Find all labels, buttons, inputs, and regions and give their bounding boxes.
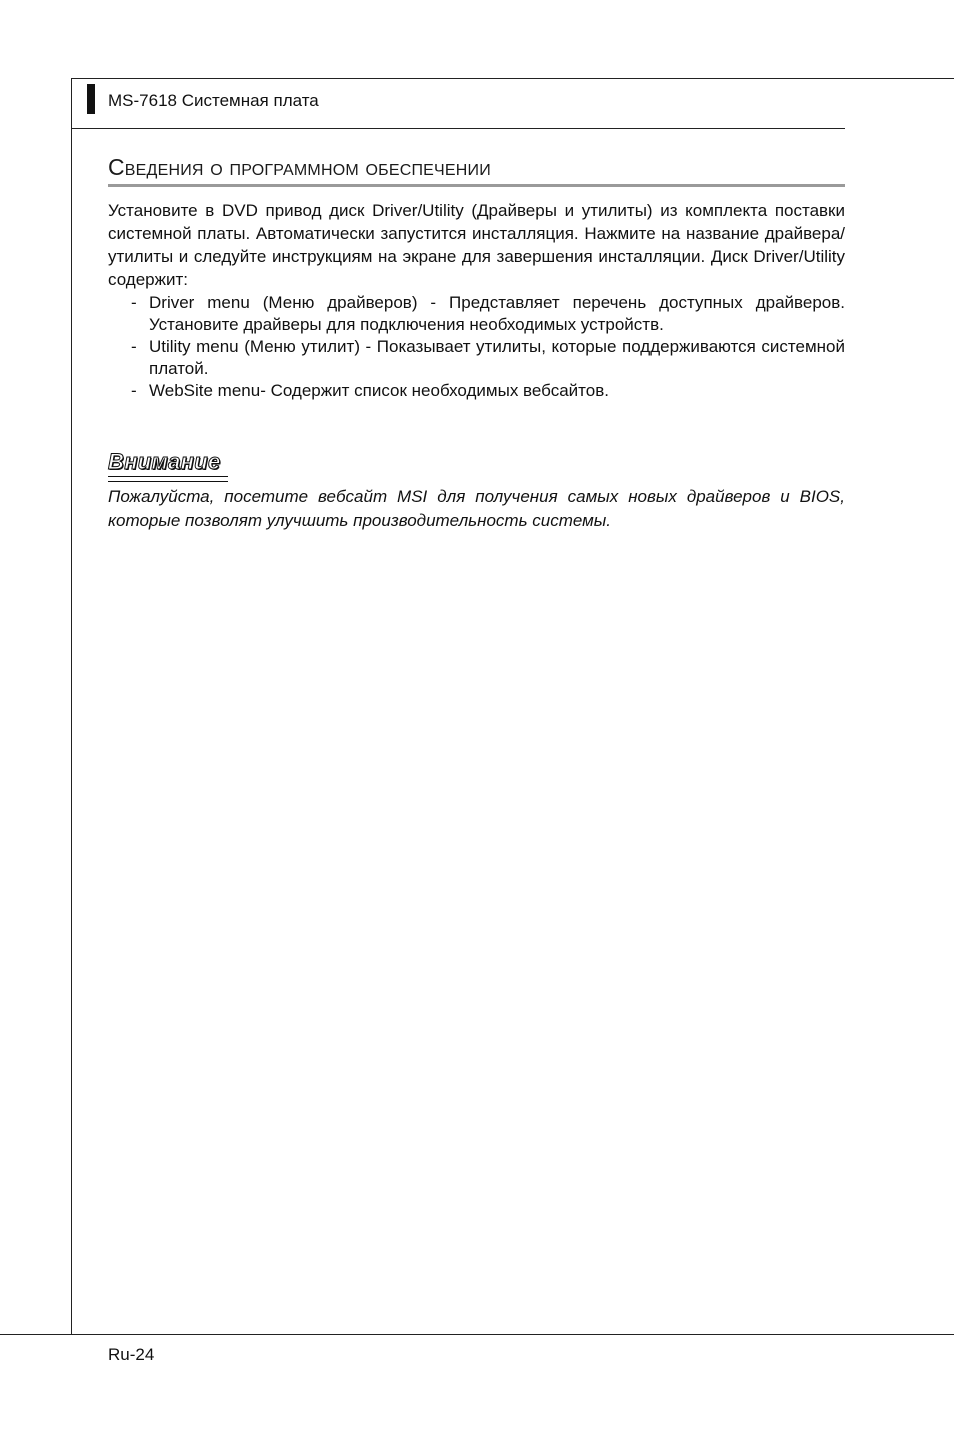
list-item-text: Driver menu (Меню драйверов) - Представляет перечень доступных драйверов. Установите драйверы для подключения необходимых устройств. bbox=[149, 293, 845, 334]
list-item bbox=[108, 380, 845, 402]
note-heading-underline bbox=[108, 476, 228, 477]
note-heading-underline-second bbox=[108, 481, 228, 482]
list-item bbox=[108, 292, 845, 336]
list-item bbox=[108, 336, 845, 380]
top-frame-rule bbox=[71, 78, 954, 79]
running-header: MS-7618 Системная плата bbox=[108, 91, 319, 110]
list-item-text: WebSite menu- Содержит список необходимых вебсайтов. bbox=[149, 381, 609, 400]
header-divider bbox=[71, 128, 845, 129]
contents-list bbox=[108, 292, 845, 402]
left-margin-rule bbox=[71, 78, 72, 1335]
note-heading: Внимание bbox=[108, 449, 221, 474]
intro-paragraph: Установите в DVD привод диск Driver/Utility (Драйверы и утилиты) из комплекта поставки системной платы. Автоматически запустится инсталляция. Нажмите на название драйвера/ утилиты и следуйте инструкциям на экране для завершения инсталляции. Диск Driver/Utility содержит: bbox=[108, 201, 845, 289]
list-dash: - bbox=[131, 381, 137, 400]
bottom-frame-rule bbox=[0, 1334, 954, 1335]
list-item-text: Utility menu (Меню утилит) - Показывает утилиты, которые поддерживаются системной платой. bbox=[149, 337, 845, 378]
page-number: Ru-24 bbox=[108, 1345, 155, 1364]
section-title-underline bbox=[108, 184, 845, 187]
list-dash: - bbox=[131, 337, 137, 356]
list-dash: - bbox=[131, 293, 137, 312]
section-title: Сведения о программном обеспечении bbox=[108, 154, 491, 180]
header-marker-bar bbox=[87, 84, 95, 114]
note-text: Пожалуйста, посетите вебсайт MSI для получения самых новых драйверов и BIOS, которые позволят улучшить производительность системы. bbox=[108, 487, 845, 530]
